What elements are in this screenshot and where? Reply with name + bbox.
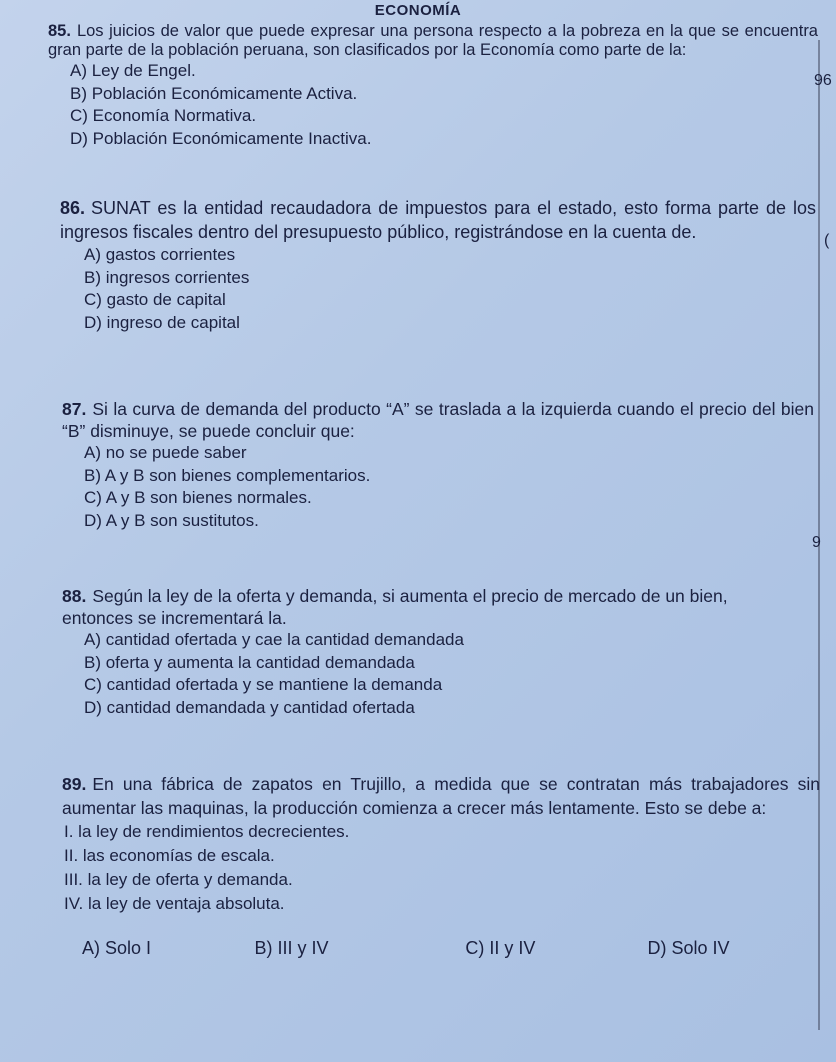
answer-c: C) II y IV [465, 938, 536, 958]
option-a: A) Ley de Engel. [70, 61, 196, 80]
option-d: D) A y B son sustitutos. [84, 510, 259, 530]
question-85 [48, 22, 818, 150]
margin-mark: 96 [814, 72, 832, 89]
question-text: Según la ley de la oferta y demanda, si aumenta el precio de mercado de un bien, entonces se incrementará la. [62, 586, 728, 628]
option-b: B) Población Económicamente Activa. [70, 83, 358, 103]
margin-mark: ( [824, 232, 830, 249]
option-d: D) ingreso de capital [84, 312, 240, 332]
question-text: Si la curva de demanda del producto “A” se traslada a la izquierda cuando el precio del bien “B” disminuye, se puede concluir que: [62, 399, 814, 441]
option-a: A) no se puede saber [84, 443, 247, 462]
question-number: 88. [62, 586, 87, 606]
option-b: B) ingresos corrientes [84, 267, 250, 287]
option-d: D) cantidad demandada y cantidad ofertada [84, 697, 415, 717]
option-a: A) gastos corrientes [84, 245, 236, 264]
question-text: Los juicios de valor que puede expresar una persona respecto a la pobreza en la que se encuentra gran parte de la población peruana, son clasificados por la Economía como parte de la: [48, 22, 818, 59]
option-c: C) gasto de capital [84, 290, 226, 309]
page-header: ECONOMÍA [374, 2, 462, 19]
question-86 [60, 196, 816, 334]
question-87 [62, 398, 814, 532]
question-number: 89. [62, 774, 87, 794]
question-88 [62, 585, 802, 719]
answer-b: B) III y IV [254, 938, 329, 958]
question-number: 86. [60, 198, 86, 218]
statement-i: I. la ley de rendimientos decrecientes. [64, 822, 350, 841]
question-number: 85. [48, 22, 71, 40]
question-text: En una fábrica de zapatos en Trujillo, a medida que se contratan más trabajadores sin aumentar las maquinas, la producción comienza a crecer más lentamente. Esto se debe a: [62, 774, 820, 818]
option-a: A) cantidad ofertada y cae la cantidad demandada [84, 630, 464, 649]
option-b: B) A y B son bienes complementarios. [84, 465, 371, 485]
question-number: 87. [62, 399, 87, 419]
option-c: C) Economía Normativa. [70, 106, 257, 125]
statement-iv: IV. la ley de ventaja absoluta. [64, 894, 285, 913]
statement-iii: III. la ley de oferta y demanda. [64, 870, 293, 889]
option-b: B) oferta y aumenta la cantidad demandada [84, 652, 415, 672]
statement-ii: II. las economías de escala. [64, 846, 275, 865]
answer-d: D) Solo IV [647, 938, 730, 958]
question-text: SUNAT es la entidad recaudadora de impuestos para el estado, esto forma parte de los ingresos fiscales dentro del presupuesto público, registrándose en la cuenta de. [60, 198, 816, 242]
option-d: D) Población Económicamente Inactiva. [70, 128, 372, 148]
question-89 [62, 772, 820, 959]
answer-a: A) Solo I [82, 938, 152, 958]
margin-mark: 9 [812, 534, 821, 551]
option-c: C) cantidad ofertada y se mantiene la demanda [84, 675, 443, 694]
option-c: C) A y B son bienes normales. [84, 488, 312, 507]
